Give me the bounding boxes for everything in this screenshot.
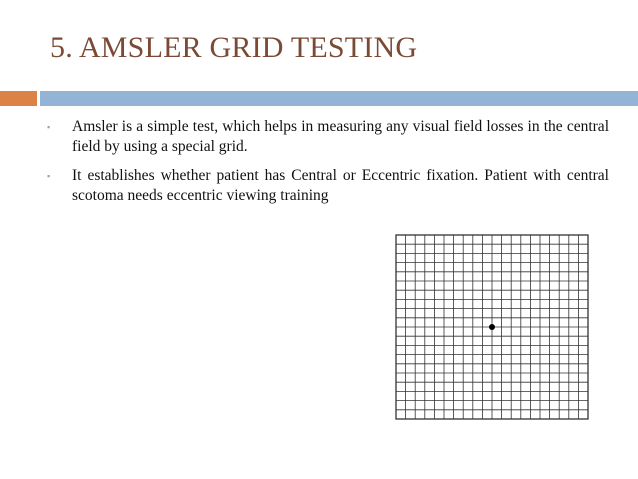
bullet-item [44,166,609,206]
fixation-dot-icon [489,324,495,330]
bullet-item [44,117,609,157]
bullet-list [44,117,609,215]
accent-bar-blue [40,91,638,106]
slide-title: 5. AMSLER GRID TESTING [50,31,418,64]
square-bullet-icon: ▪ [47,122,51,132]
amsler-grid-image [395,234,589,420]
accent-bar-orange [0,91,37,106]
square-bullet-icon: ▪ [47,171,51,181]
bullet-text: It establishes whether patient has Central or Eccentric fixation. Patient with central scotoma needs eccentric viewing training [72,167,609,204]
bullet-text: Amsler is a simple test, which helps in measuring any visual field losses in the central field by using a special grid. [72,118,609,155]
